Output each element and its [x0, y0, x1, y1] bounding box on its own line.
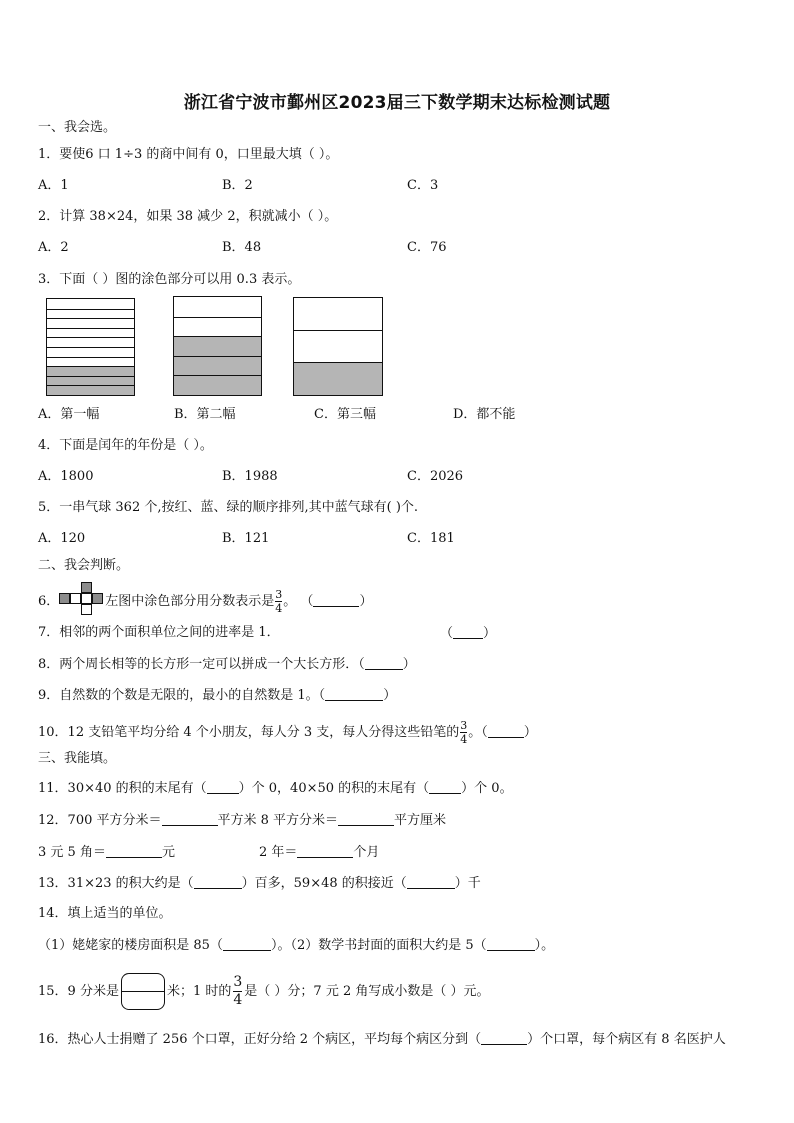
- q4-option-a[interactable]: A．1800: [38, 469, 94, 484]
- q10-answer-blank[interactable]: [488, 723, 524, 738]
- q9-answer-blank[interactable]: [325, 686, 383, 701]
- q6-fraction: $\frac{3}{4}$: [275, 588, 283, 615]
- q13-blank-2[interactable]: [407, 874, 455, 889]
- q2-option-b[interactable]: B．48: [222, 240, 262, 255]
- question-8: 8．两个周长相等的长方形一定可以拼成一个大长方形．（ ）: [38, 657, 416, 672]
- q1-option-a[interactable]: A．1: [38, 178, 69, 193]
- q3-option-b[interactable]: B．第二幅: [174, 407, 236, 422]
- q11-blank-2[interactable]: [429, 779, 461, 794]
- figure-1-ten-strips: [46, 298, 135, 396]
- q15-fraction-blank[interactable]: [121, 973, 165, 1010]
- q3-option-c[interactable]: C．第三幅: [314, 407, 376, 422]
- q12-blank-2[interactable]: [338, 811, 394, 826]
- question-12: 12．700 平方分米＝ 平方米 8 平方分米＝ 平方厘米: [38, 813, 447, 828]
- q14-blank-1[interactable]: [223, 936, 271, 951]
- q3-option-d[interactable]: D．都不能: [453, 407, 516, 422]
- q10-fraction: $\frac{3}{4}$: [460, 719, 468, 746]
- q4-option-c[interactable]: C．2026: [407, 469, 464, 484]
- q7-answer-blank[interactable]: [453, 624, 483, 639]
- q12-blank-4[interactable]: [297, 843, 353, 858]
- q7-answer: （ ）: [440, 626, 497, 641]
- q5-option-a[interactable]: A．120: [38, 531, 86, 546]
- q12-blank-3[interactable]: [106, 843, 162, 858]
- question-13: 13．31×23 的积大约是（ ）百多，59×48 的积接近（ ）千: [38, 876, 481, 891]
- question-10: 10．12 支铅笔平均分给 4 个小朋友，每人分 3 支，每人分得这些铅笔的 $\frac{3}{4}$ 。（ ）: [38, 719, 537, 746]
- section-heading-2: 二、我会判断。: [38, 558, 130, 573]
- q2-option-c[interactable]: C．76: [407, 240, 447, 255]
- q6-square-figure: [59, 588, 105, 610]
- q8-answer-blank[interactable]: [365, 655, 403, 670]
- q3-option-a[interactable]: A．第一幅: [38, 407, 100, 422]
- section-heading-3: 三、我能填。: [38, 751, 117, 766]
- question-12-part-2: 3 元 5 角＝ 元 2 年＝ 个月: [38, 845, 380, 860]
- figure-2-five-strips: [173, 296, 262, 396]
- question-3: 3．下面（ ）图的涂色部分可以用 0.3 表示。: [38, 272, 301, 287]
- q5-option-b[interactable]: B．121: [222, 531, 270, 546]
- q13-blank-1[interactable]: [194, 874, 242, 889]
- q2-option-a[interactable]: A．2: [38, 240, 69, 255]
- question-4: 4．下面是闰年的年份是（ ）。: [38, 438, 213, 453]
- question-9: 9．自然数的个数是无限的，最小的自然数是 1。（ ）: [38, 688, 397, 703]
- q4-option-b[interactable]: B．1988: [222, 469, 278, 484]
- q16-blank-1[interactable]: [481, 1030, 527, 1045]
- question-14: 14．填上适当的单位。: [38, 906, 172, 921]
- question-6: 6． 左图中涂色部分用分数表示是 $\frac{3}{4}$ 。 （ ）: [38, 588, 372, 614]
- question-7: 7．相邻的两个面积单位之间的进率是 1．: [38, 625, 280, 640]
- question-1: 1．要使6 口 1÷3 的商中间有 0，口里最大填（ ）。: [38, 147, 339, 162]
- section-heading-1: 一、我会选。: [38, 120, 117, 135]
- question-16: 16．热心人士捐赠了 256 个口罩，正好分给 2 个病区，平均每个病区分到（ ）个口罩，每个病区有 8 名医护人: [38, 1032, 726, 1047]
- q6-number: 6．: [38, 594, 60, 609]
- q14-blank-2[interactable]: [487, 936, 535, 951]
- q5-option-c[interactable]: C．181: [407, 531, 455, 546]
- q12-blank-1[interactable]: [162, 811, 218, 826]
- question-5: 5．一串气球 362 个,按红、蓝、绿的顺序排列,其中蓝气球有( )个.: [38, 500, 419, 515]
- q6-text: 左图中涂色部分用分数表示是: [105, 594, 275, 609]
- page-title: 浙江省宁波市鄞州区2023届三下数学期末达标检测试题: [183, 93, 611, 113]
- question-11: 11．30×40 的积的末尾有（ ）个 0，40×50 的积的末尾有（ ）个 0。: [38, 781, 513, 796]
- q1-option-c[interactable]: C．3: [407, 178, 439, 193]
- q6-answer-blank[interactable]: [313, 592, 359, 607]
- q11-blank-1[interactable]: [207, 779, 239, 794]
- question-2: 2．计算 38×24，如果 38 减少 2，积就减小（ ）。: [38, 209, 338, 224]
- q1-option-b[interactable]: B．2: [222, 178, 253, 193]
- figure-3-three-strips: [293, 297, 383, 396]
- question-15: 15．9 分米是 米；1 时的 $\frac{3}{4}$ 是（ ）分；7 元 2 角写成小数是（ ）元。: [38, 974, 490, 1008]
- question-14-parts: （1）姥姥家的楼房面积是 85（ ）。（2）数学书封面的面积大约是 5（ ）。: [38, 938, 555, 953]
- q15-fraction: $\frac{3}{4}$: [233, 974, 243, 1008]
